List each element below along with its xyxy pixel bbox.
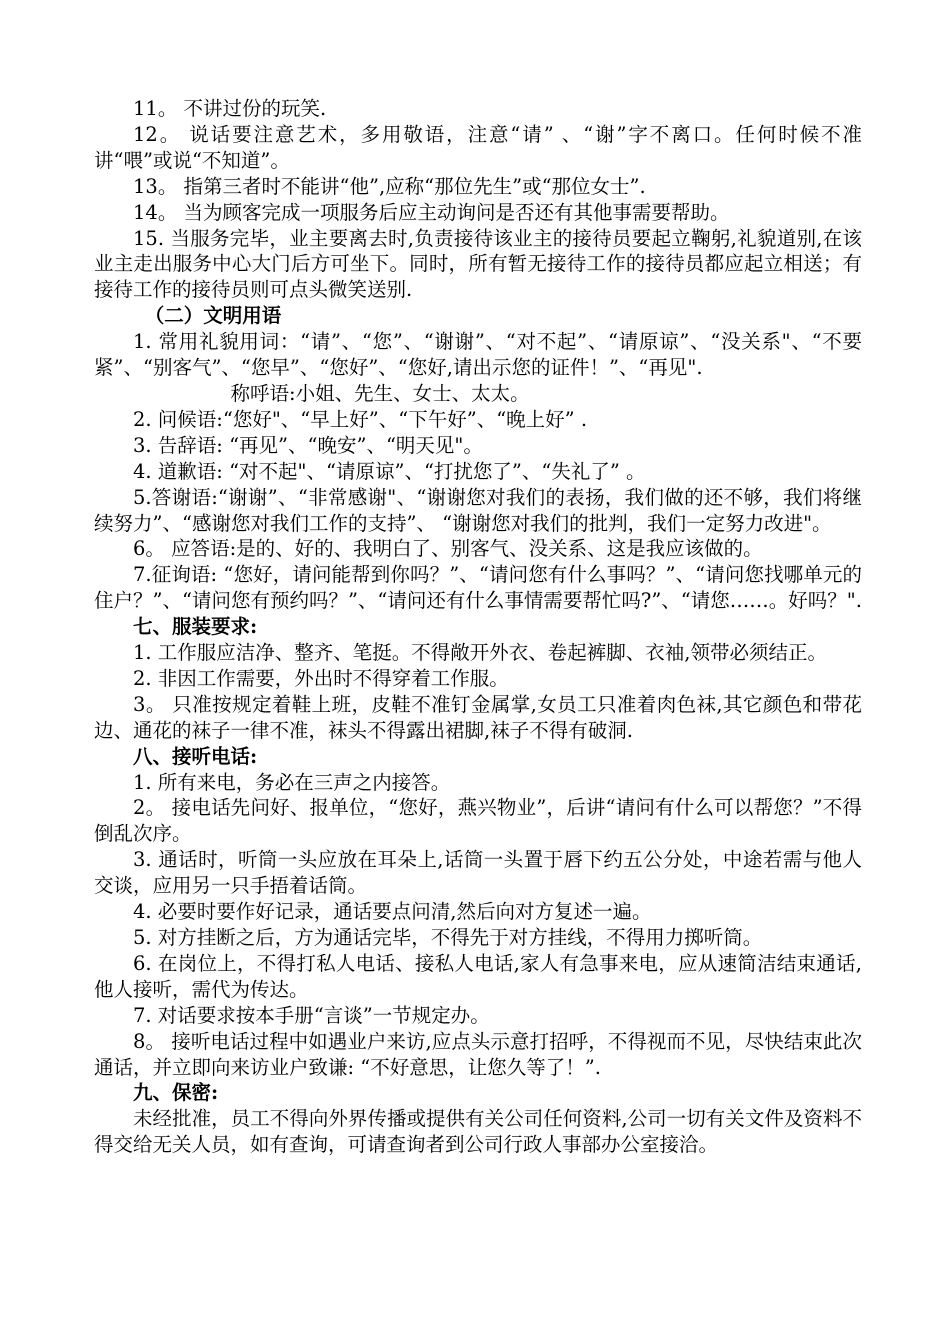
polite-address-terms: 称呼语:小姐、先生、女士、太太。 (230, 381, 530, 405)
section-heading-phone: 八、接听电话: (133, 744, 258, 768)
subsection-heading-polite-language: （二）文明用语 (144, 304, 282, 328)
paragraph-15: 15. 当服务完毕，业主要离去时,负责接待该业主的接待员要起立鞠躬,礼貌道别,在该业主走出服务中心大门后方可坐下。同时，所有暂无接待工作的接待员都应起立相送；有接待工作的接待员则可点头微笑送别. (94, 226, 862, 302)
phone-item-7: 7. 对话要求按本手册“言谈”一节规定办。 (133, 1003, 490, 1027)
polite-item-3: 3. 告辞语: “再见”、“晚安”、“明天见"。 (133, 433, 483, 457)
polite-item-5: 5.答谢语:“谢谢”、“非常感谢"、“谢谢您对我们的表扬，我们做的还不够，我们将继续努力”、“感谢您对我们工作的支持”、 “谢谢您对我们的批判，我们一定努力改进"。 (94, 485, 862, 535)
paragraph-13: 13。 指第三者时不能讲“他”,应称“那位先生”或“那位女士”. (133, 174, 646, 198)
document-page (94, 96, 862, 1158)
phone-item-3: 3. 通话时，听筒一头应放在耳朵上,话筒一头置于唇下约五公分处，中途若需与他人交谈，应用另一只手捂着话筒。 (94, 848, 862, 898)
polite-item-4: 4. 道歉语: “对不起"、“请原谅”、“打扰您了”、“失礼了” 。 (133, 459, 646, 483)
polite-item-7: 7.征询语: “您好，请问能帮到你吗？”、“请问您有什么事吗？”、“请问您找哪单元的住户？”、“请问您有预约吗？”、“请问还有什么事情需要帮忙吗?”、“请您……。好吗？". (94, 563, 862, 613)
paragraph-14: 14。 当为顾客完成一项服务后应主动询问是否还有其他事需要帮助。 (133, 200, 730, 224)
paragraph-12: 12。 说话要注意艺术，多用敬语，注意“请” 、“谢”字不离口。任何时候不准讲“喂”或说“不知道”。 (94, 122, 862, 172)
polite-item-1: 1. 常用礼貌用词：“请”、“您”、“谢谢”、“对不起”、“请原谅”、“没关系"、“不要紧”、“别客气”、“您早”、“您好”、“您好,请出示您的证件！”、“再见". (94, 330, 862, 380)
dress-item-2: 2. 非因工作需要，外出时不得穿着工作服。 (133, 666, 509, 690)
section-heading-confidentiality: 九、保密: (133, 1081, 219, 1105)
confidentiality-text: 未经批准，员工不得向外界传播或提供有关公司任何资料,公司一切有关文件及资料不得交给无关人员，如有查询，可请查询者到公司行政人事部办公室接洽。 (94, 1107, 862, 1157)
phone-item-8: 8。 接听电话过程中如遇业户来访,应点头示意打招呼，不得视而不见，尽快结束此次通话，并立即向来访业户致谦: “不好意思，让您久等了！”. (94, 1029, 862, 1079)
polite-item-6: 6。 应答语:是的、好的、我明白了、别客气、没关系、这是我应该做的。 (133, 537, 763, 561)
phone-item-5: 5. 对方挂断之后，方为通话完毕，不得先于对方挂线，不得用力掷听筒。 (133, 926, 763, 949)
phone-item-2: 2。 接电话先问好、报单位，“您好，燕兴物业”，后讲“请问有什么可以帮您？”不得倒乱次序。 (94, 796, 862, 846)
dress-item-1: 1. 工作服应洁净、整齐、笔挺。不得敞开外衣、卷起裤脚、衣袖,领带必须结正。 (133, 641, 828, 665)
paragraph-11: 11。 不讲过份的玩笑. (133, 97, 327, 120)
phone-item-4: 4. 必要时要作好记录，通话要点问清,然后向对方复述一遍。 (133, 900, 652, 924)
polite-item-2: 2. 问候语:“您好"、“早上好”、“下午好”、“晚上好” . (133, 407, 588, 431)
phone-item-1: 1. 所有来电，务必在三声之内接答。 (133, 770, 451, 794)
section-heading-dress: 七、服装要求: (133, 615, 258, 639)
dress-item-3: 3。 只准按规定着鞋上班，皮鞋不准钉金属掌,女员工只准着肉色袜,其它颜色和带花边、通花的袜子一律不准，袜头不得露出裙脚,袜子不得有破洞. (94, 692, 862, 742)
phone-item-6: 6. 在岗位上，不得打私人电话、接私人电话,家人有急事来电，应从速简洁结束通话,他人接听，需代为传达。 (94, 951, 862, 1001)
